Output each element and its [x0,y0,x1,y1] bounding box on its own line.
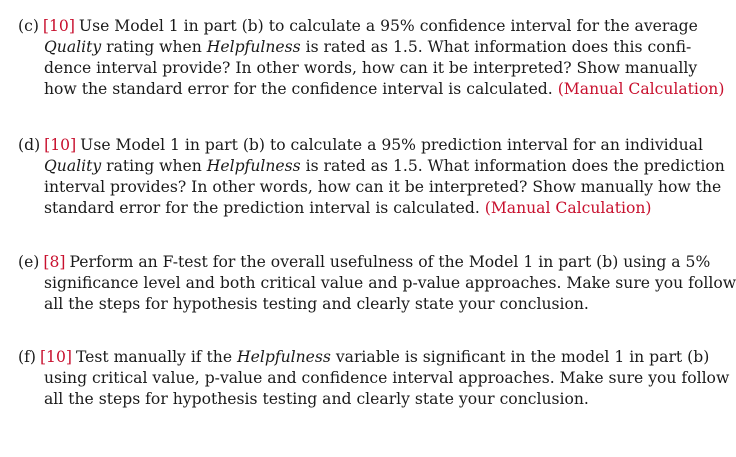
question-c-label: (c) [18,17,39,35]
manual-calculation-note: (Manual Calculation) [484,199,652,217]
question-d [18,135,725,219]
question-f [18,347,730,410]
question-e-points: [8] [43,253,66,271]
question-e-line-2: significance level and both critical value and p-value approaches. Make sure you follow [44,274,736,292]
question-d-label: (d) [18,136,41,154]
question-d-line-2: Quality rating when Helpfulness is rated as 1.5. What information does the prediction [44,157,725,175]
manual-calculation-note: (Manual Calculation) [557,80,725,98]
question-f-line-3: all the steps for hypothesis testing and clearly state your conclusion. [44,390,589,408]
question-e-line-1: (e) [8] Perform an F-test for the overall usefulness of the Model 1 in part (b) using a 5% [18,253,711,271]
question-c-line-2: Quality rating when Helpfulness is rated as 1.5. What information does this confi- [44,38,692,56]
question-f-label: (f) [18,348,36,366]
question-d-line-4: standard error for the prediction interval is calculated. (Manual Calculation) [44,199,652,217]
question-c-line-4: how the standard error for the confidence interval is calculated. (Manual Calculation) [44,80,725,98]
question-f-line-2: using critical value, p-value and confidence interval approaches. Make sure you follow [44,369,730,387]
question-c [18,16,725,100]
question-e-label: (e) [18,253,40,271]
question-d-line-1: (d) [10] Use Model 1 in part (b) to calculate a 95% prediction interval for an individual [18,136,703,154]
question-f-line-1: (f) [10] Test manually if the Helpfulness variable is significant in the model 1 in part (b) [18,348,710,366]
question-c-points: [10] [42,17,75,35]
question-c-line-1: (c) [10] Use Model 1 in part (b) to calculate a 95% confidence interval for the average [18,17,698,35]
question-d-line-3: interval provides? In other words, how can it be interpreted? Show manually how the [44,178,722,196]
question-e [18,252,736,315]
question-c-line-3: dence interval provide? In other words, how can it be interpreted? Show manually [44,59,698,77]
question-e-line-3: all the steps for hypothesis testing and clearly state your conclusion. [44,295,589,313]
question-d-points: [10] [44,136,77,154]
question-f-points: [10] [39,348,72,366]
